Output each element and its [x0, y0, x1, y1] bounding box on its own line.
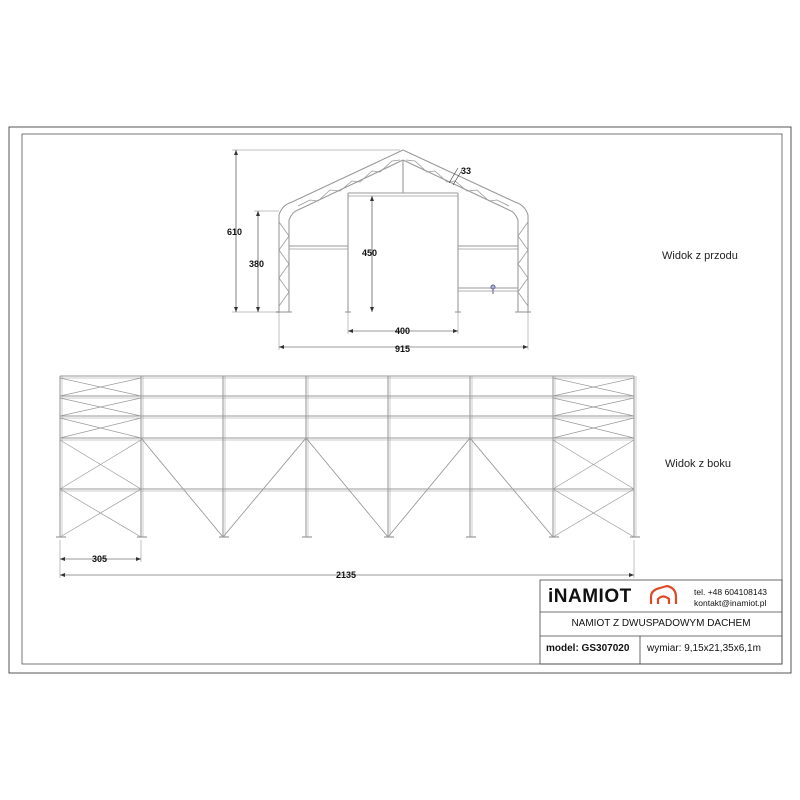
product-name: NAMIOT Z DWUSPADOWYM DACHEM — [571, 618, 751, 629]
dim-door-width: 400 — [395, 326, 411, 336]
model-number: model: GS307020 — [546, 643, 630, 654]
front-view-drawing — [276, 150, 531, 312]
wall-brace — [470, 438, 553, 537]
dim-roof-offset: 33 — [461, 166, 472, 176]
dim-bay: 305 — [92, 554, 108, 564]
contact-email: kontakt@inamiot.pl — [694, 598, 767, 608]
dim-height-total: 610 — [227, 227, 243, 237]
dim-length-total: 2135 — [336, 570, 357, 580]
wall-brace — [306, 438, 388, 537]
front-view-label: Widok z przodu — [662, 250, 738, 262]
wall-brace — [223, 438, 306, 537]
side-view-label: Widok z boku — [665, 458, 732, 470]
dim-width-total: 915 — [395, 344, 411, 354]
front-view-dimensions — [232, 150, 528, 350]
wall-brace — [141, 438, 223, 537]
dim-height-side: 380 — [249, 259, 265, 269]
contact-phone: tel. +48 604108143 — [694, 587, 768, 597]
side-view-drawing — [56, 376, 640, 537]
logo-text: iNAMIOT — [548, 586, 632, 607]
tent-logo-icon — [651, 586, 676, 604]
product-dimensions: wymiar: 9,15x21,35x6,1m — [647, 643, 761, 654]
wall-brace — [388, 438, 470, 537]
front-view-dim-ticks — [234, 150, 528, 349]
dim-door-height: 450 — [362, 248, 378, 258]
